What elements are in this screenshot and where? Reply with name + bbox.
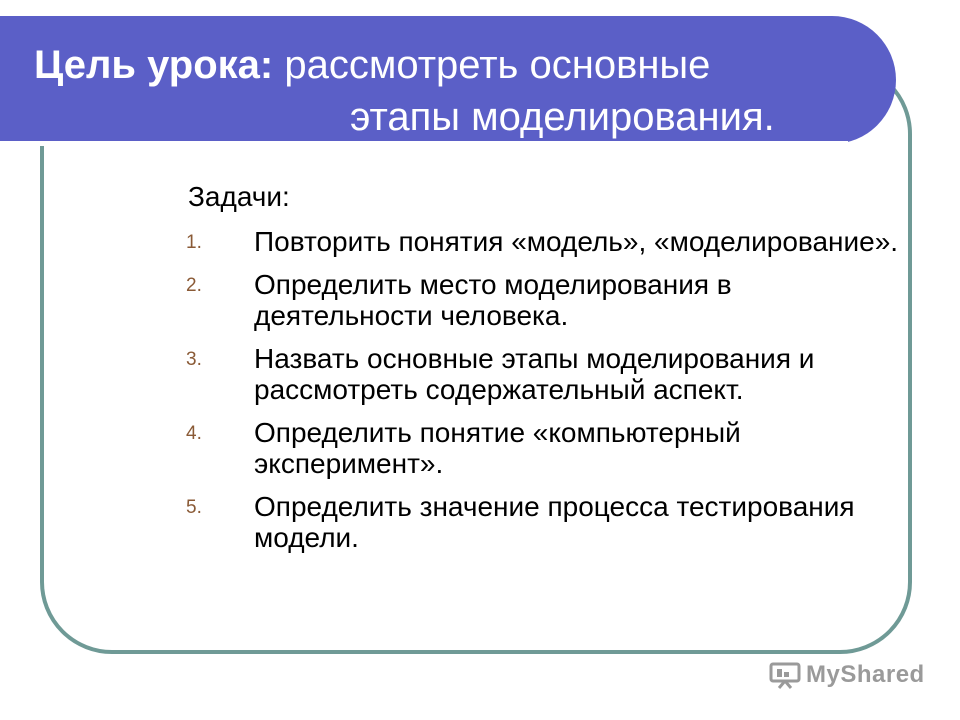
- slide-title-line2: этапы моделирования.: [350, 95, 775, 139]
- title-rest-part: рассмотреть основные: [284, 43, 711, 87]
- tasks-list: [186, 226, 906, 565]
- title-bold-part: Цель урока:: [34, 43, 274, 87]
- task-number: 4.: [186, 423, 202, 444]
- task-number: 3.: [186, 349, 202, 370]
- tasks-heading: Задачи:: [188, 181, 290, 212]
- task-text: Определить значение процесса тестирования модели.: [254, 491, 855, 553]
- task-number: 5.: [186, 497, 202, 518]
- task-text: Назвать основные этапы моделирования и рассмотреть содержательный аспект.: [254, 343, 815, 405]
- presentation-icon: [768, 661, 802, 689]
- task-text: Определить место моделирования в деятельности человека.: [254, 269, 732, 331]
- task-number: 1.: [186, 232, 202, 253]
- slide-title-line1: [34, 42, 710, 88]
- title-bar: [0, 16, 896, 144]
- title-underline: [0, 141, 848, 146]
- logo-text: MyShared: [806, 661, 925, 688]
- myshared-logo: [768, 660, 925, 690]
- task-item: [186, 343, 906, 405]
- task-item: [186, 269, 906, 331]
- task-number: 2.: [186, 275, 202, 296]
- task-item: [186, 491, 906, 553]
- task-item: [186, 226, 906, 257]
- task-item: [186, 417, 906, 479]
- task-text: Повторить понятия «модель», «моделирование».: [254, 226, 899, 257]
- task-text: Определить понятие «компьютерный эксперимент».: [254, 417, 741, 479]
